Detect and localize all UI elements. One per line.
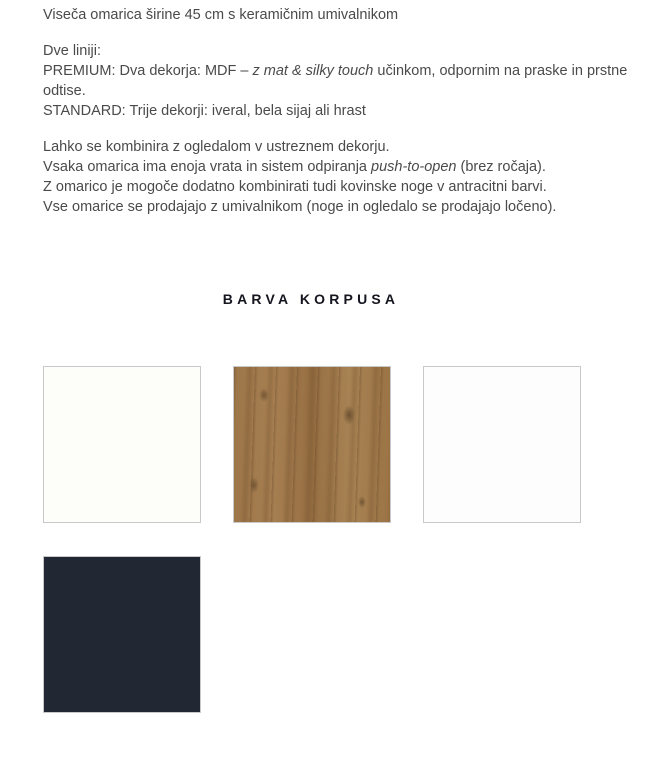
- product-description: [43, 5, 643, 217]
- door-prefix: Vsaka omarica ima enoja vrata in sistem odpiranja: [43, 159, 372, 175]
- swatch-oak[interactable]: [233, 366, 391, 523]
- swatch-white-gloss[interactable]: [423, 366, 581, 523]
- swatch-white[interactable]: [43, 366, 201, 523]
- door-suffix: (brez ročaja).: [456, 159, 546, 175]
- door-italic: push-to-open: [371, 159, 457, 175]
- sold-line: Vse omarice se prodajajo z umivalnikom (noge in ogledalo se prodajajo ločeno).: [43, 199, 557, 215]
- lines-heading: Dve liniji:: [43, 43, 102, 59]
- combine-line: Lahko se kombinira z ogledalom v ustreznem dekorju.: [43, 139, 390, 155]
- swatch-navy[interactable]: [43, 556, 201, 713]
- product-details: [43, 137, 643, 217]
- legs-line: Z omarico je mogoče dodatno kombinirati tudi kovinske noge v antracitni barvi.: [43, 179, 547, 195]
- intro-text: Viseča omarica širine 45 cm s keramičnim umivalnikom: [43, 7, 399, 23]
- premium-italic: z mat & silky touch: [252, 63, 374, 79]
- standard-line: STANDARD: Trije dekorji: iveral, bela sijaj ali hrast: [43, 103, 366, 119]
- premium-prefix: PREMIUM: Dva dekorja: MDF –: [43, 63, 253, 79]
- section-title: BARVA KORPUSA: [222, 291, 400, 307]
- premium-suffix: učinkom, odpornim na praske in prstne odtise.: [43, 63, 628, 99]
- product-lines: [43, 41, 643, 121]
